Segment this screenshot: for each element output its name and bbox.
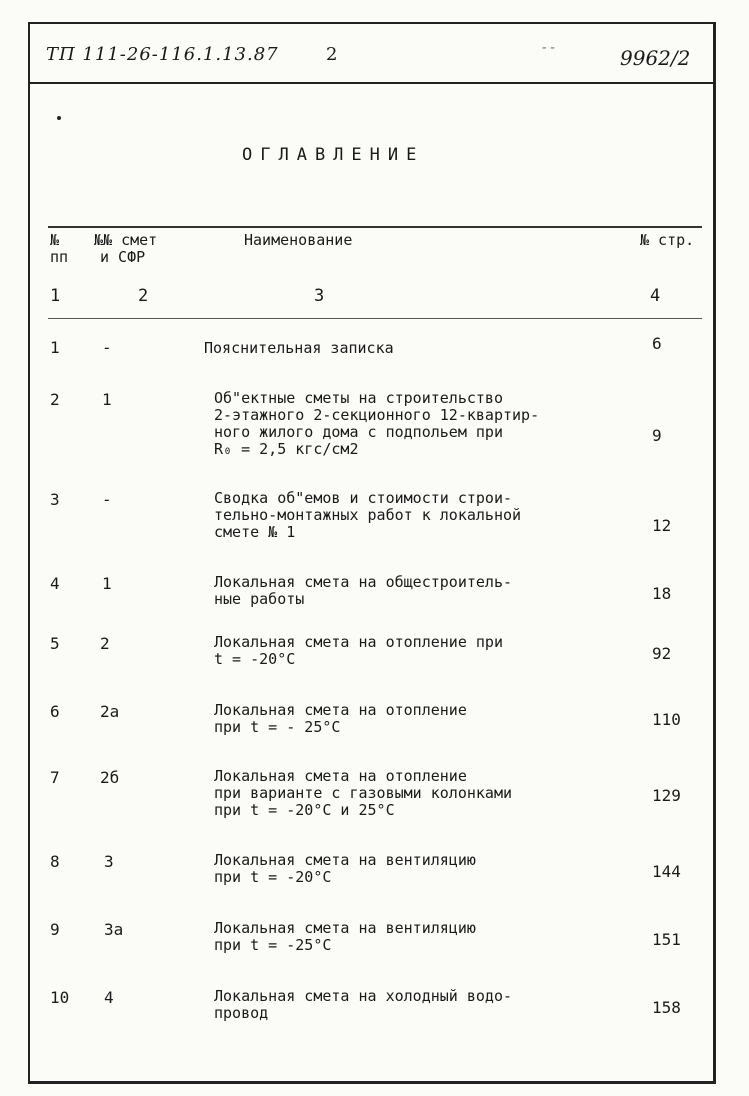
row-number: 6 [50,702,60,721]
row-page: 158 [652,998,681,1017]
row-page: 9 [652,426,662,445]
header-dash: -- [540,40,557,56]
col-estimate-line2: и СФР [100,248,146,266]
table-top-rule [48,226,702,228]
row-estimate: 4 [104,988,114,1007]
row-number: 7 [50,768,60,787]
row-estimate: 2 [100,634,110,653]
row-number: 5 [50,634,60,653]
row-page: 12 [652,516,672,535]
row-number: 8 [50,852,60,871]
row-estimate: - [102,338,112,357]
row-name: Об"ектные сметы на строительство 2-этажного 2-секционного 12-квартир- ного жилого дома с подпольем при R₀ = 2,5 кгс/см2 [214,389,540,458]
row-number: 2 [50,390,60,409]
row-estimate: 1 [102,390,112,409]
col-index-1: 1 [50,286,61,306]
row-name: Пояснительная записка [204,339,394,357]
row-name: Локальная смета на отопление при варианте с газовыми колонками при t = -20°С и 25°С [214,767,513,819]
row-page: 151 [652,930,681,949]
row-page: 18 [652,584,672,603]
row-number: 9 [50,920,60,939]
ink-dot [57,116,61,120]
row-page: 110 [652,710,681,729]
col-name-header: Наименование [244,231,353,249]
row-estimate: 1 [102,574,112,593]
row-estimate: 3 [104,852,114,871]
row-page: 6 [652,334,662,353]
row-name: Локальная смета на общестроитель- ные работы [214,573,513,608]
row-name: Локальная смета на вентиляцию при t = -20°С [214,851,476,886]
row-name: Сводка об"емов и стоимости строи- тельно-монтажных работ к локальной смете № 1 [214,489,522,541]
row-name: Локальная смета на отопление при t = - 25°С [214,701,467,736]
row-number: 4 [50,574,60,593]
col-index-3: 3 [314,286,325,306]
row-page: 129 [652,786,681,805]
col-number-line1: № [50,231,60,249]
row-page: 144 [652,862,681,881]
table-header-rule [48,318,702,319]
row-estimate: 2б [100,768,120,787]
col-estimate-header [94,232,157,266]
row-number: 1 [50,338,60,357]
col-index-4: 4 [650,286,661,306]
archive-number: 9962/2 [620,46,691,70]
page-number: 2 [326,44,338,65]
col-number-line2: пп [50,248,69,266]
document-code: ТП 111-26-116.1.13.87 [46,44,279,65]
row-name: Локальная смета на отопление при t = -20°С [214,633,503,668]
row-name: Локальная смета на холодный водо- провод [214,987,513,1022]
col-page-header: № стр. [640,231,695,249]
row-number: 10 [50,988,70,1007]
row-name: Локальная смета на вентиляцию при t = -25°С [214,919,476,954]
page-title: ОГЛАВЛЕНИЕ [242,145,425,165]
col-index-2: 2 [138,286,149,306]
col-estimate-line1: №№ смет [94,231,158,249]
row-estimate: 2а [100,702,120,721]
row-page: 92 [652,644,672,663]
row-estimate: - [102,490,112,509]
row-estimate: 3а [104,920,124,939]
row-number: 3 [50,490,60,509]
col-number-header [50,232,68,266]
